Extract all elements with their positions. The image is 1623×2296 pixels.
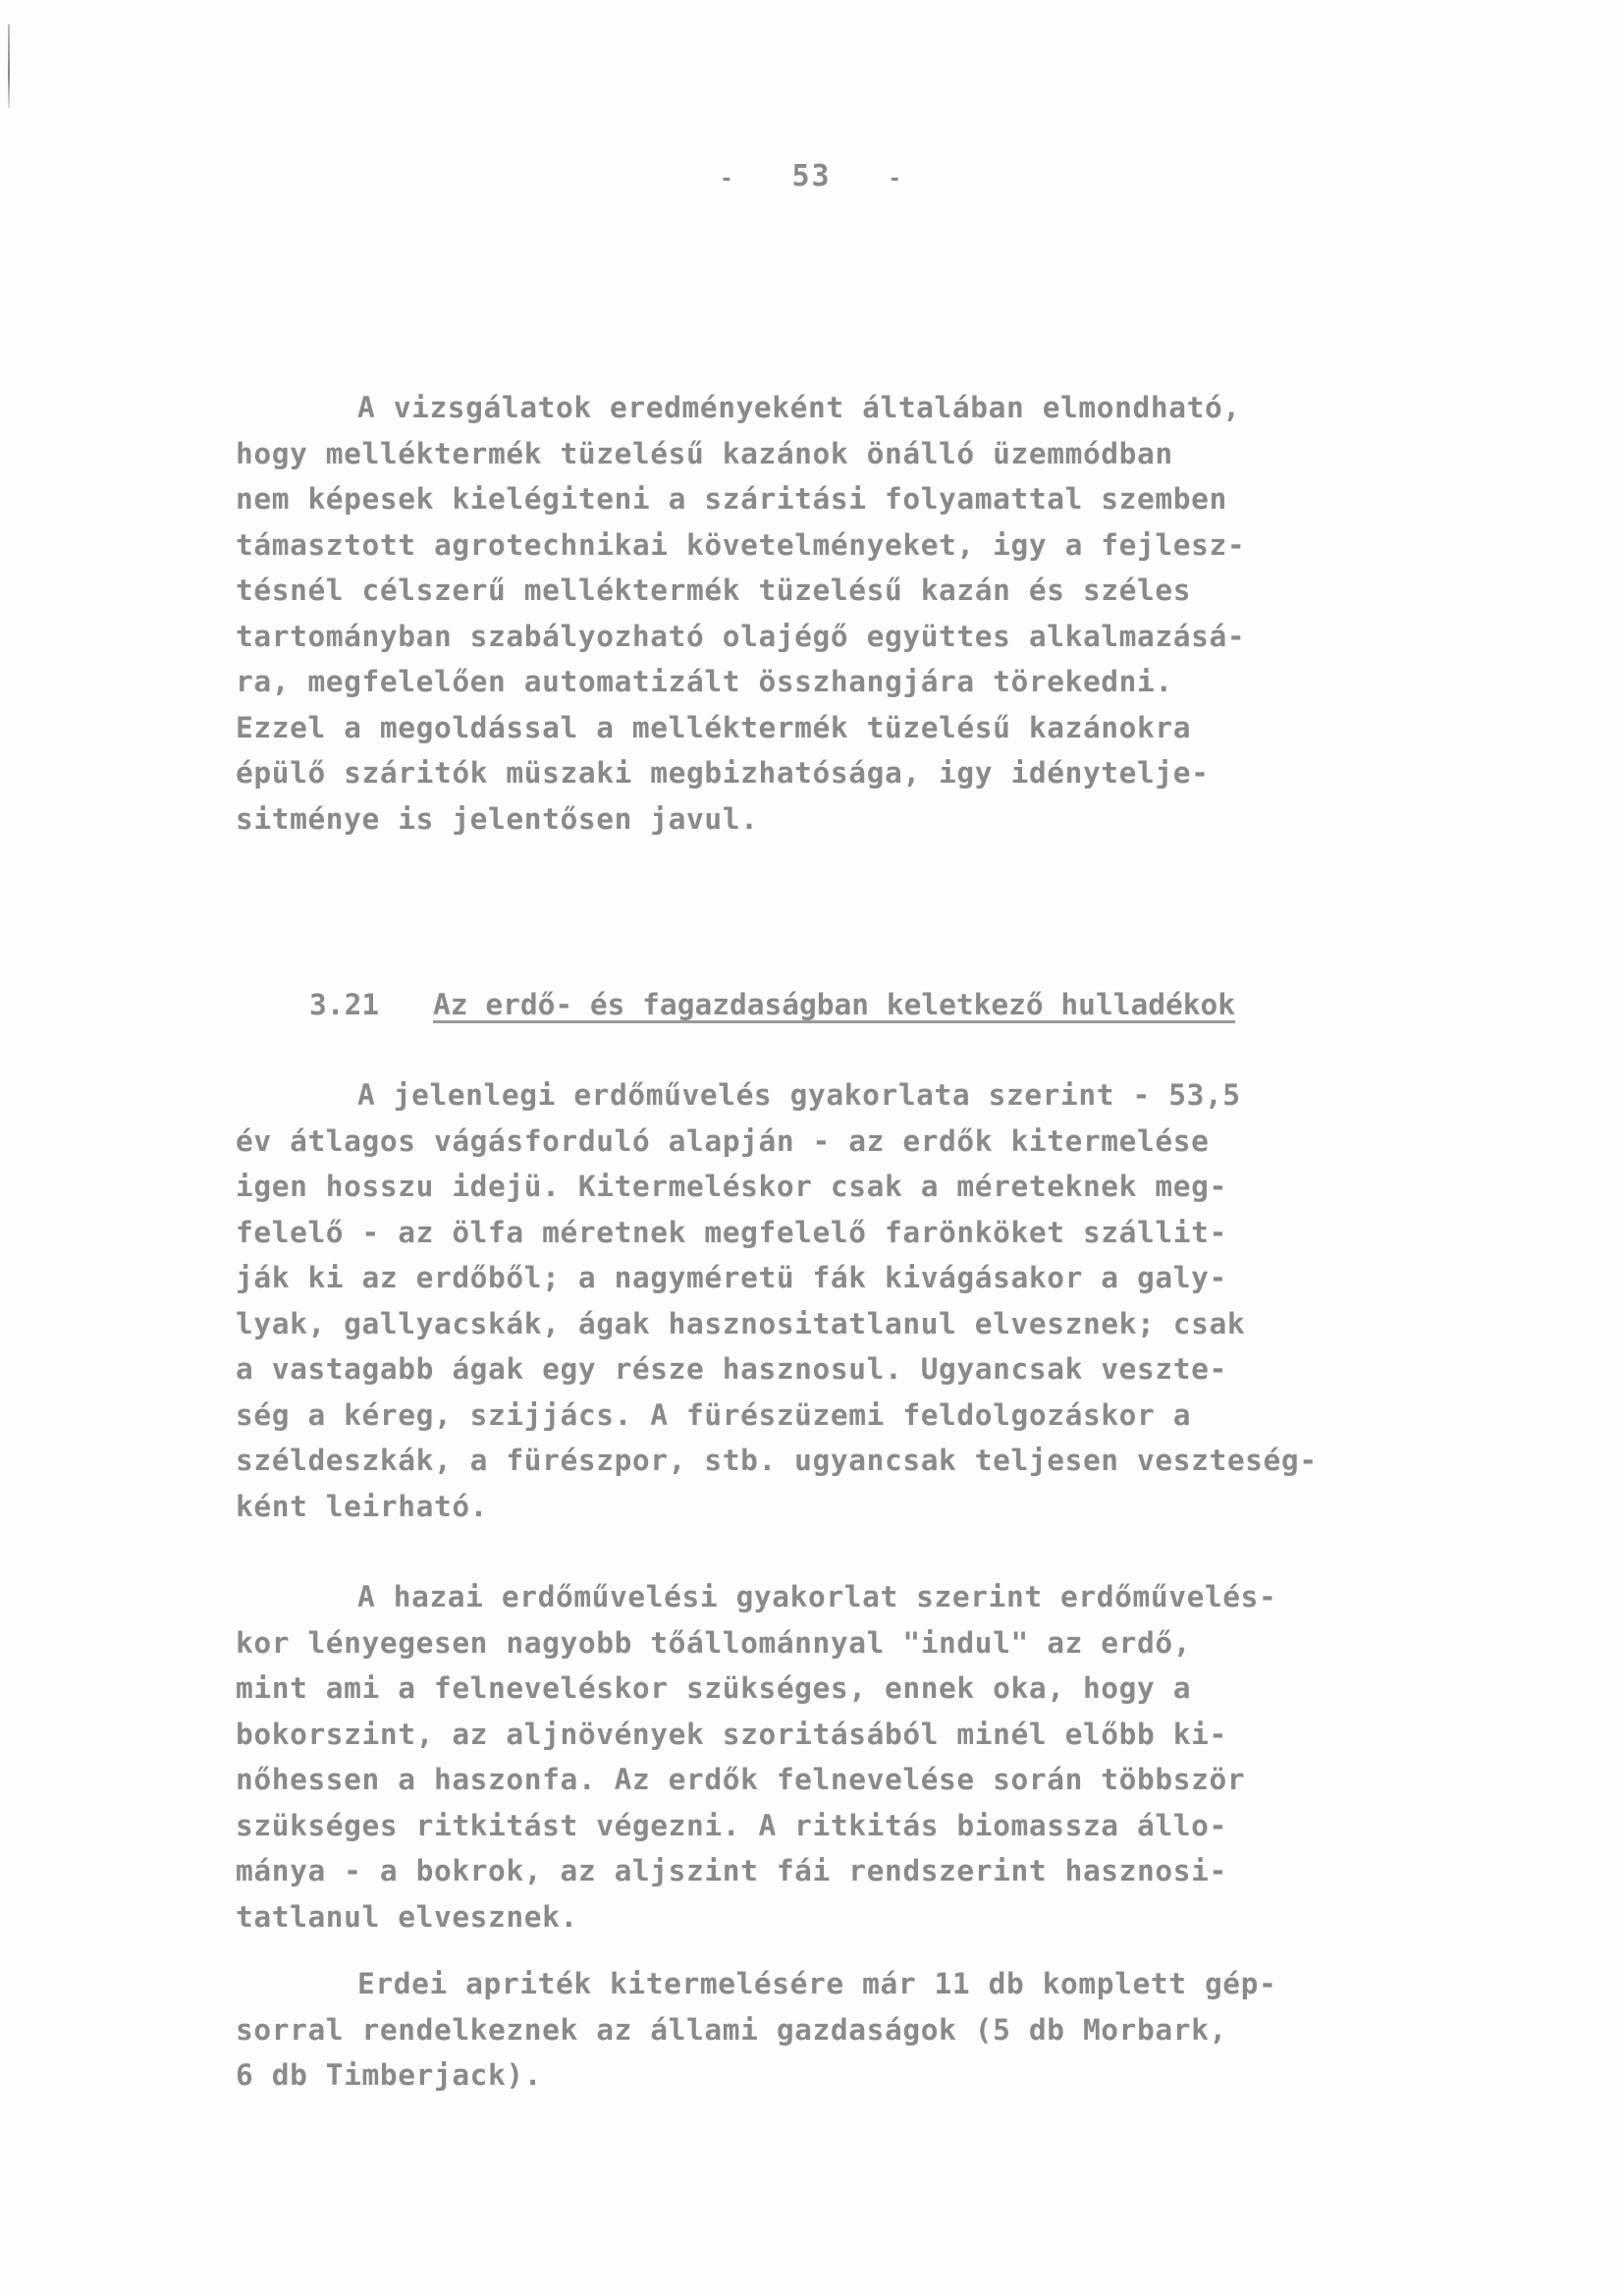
text-line: ség a kéreg, szijjács. A fürészüzemi feldolgozáskor a xyxy=(236,1397,1192,1432)
paragraph-results xyxy=(236,385,1325,842)
text-line: lyak, gallyacskák, ágak hasznositatlanul elvesznek; csak xyxy=(236,1306,1246,1340)
text-line: Erdei apriték kitermelésére már 11 db komplett gép- xyxy=(357,1967,1277,2000)
paragraph-thinning xyxy=(236,1574,1325,1940)
text-line: év átlagos vágásforduló alapján - az erdők kitermelése xyxy=(236,1123,1210,1158)
text-line: ként leirható. xyxy=(236,1489,489,1523)
text-line: nem képesek kielégiteni a száritási folyamattal szemben xyxy=(236,482,1227,516)
text-line: A hazai erdőművelési gyakorlat szerint erdőművelés- xyxy=(357,1580,1277,1613)
page-number-value: 53 xyxy=(791,159,832,193)
text-line: kor lényegesen nagyobb tőállománnyal "indul" az erdő, xyxy=(236,1625,1192,1660)
scan-edge-mark xyxy=(8,25,10,108)
page-number-suffix: - xyxy=(888,167,903,191)
text-line: bokorszint, az aljnövények szoritásából minél előbb ki- xyxy=(236,1717,1227,1751)
text-line: mint ami a felneveléskor szükséges, ennek oka, hogy a xyxy=(236,1671,1192,1705)
text-line: tartományban szabályozható olajégő együttes alkalmazásá- xyxy=(236,619,1246,653)
paragraph-chip-machinery xyxy=(236,1961,1325,2099)
text-line: tatlanul elvesznek. xyxy=(236,1899,578,1934)
text-line: tésnél célszerű melléktermék tüzelésű kazán és széles xyxy=(236,574,1192,607)
text-line: A vizsgálatok eredményeként általában elmondható, xyxy=(357,391,1241,424)
text-line: igen hosszu idejü. Kitermeléskor csak a méreteknek meg- xyxy=(236,1170,1227,1203)
text-line: A jelenlegi erdőművelés gyakorlata szerint - 53,5 xyxy=(357,1078,1241,1112)
page-number xyxy=(0,159,1623,193)
text-line: ják ki az erdőből; a nagyméretü fák kivágásakor a galy- xyxy=(236,1261,1227,1294)
section-title: Az erdő- és fagazdaságban keletkező hulladékok xyxy=(433,988,1236,1021)
text-line: hogy melléktermék tüzelésű kazánok önálló üzemmódban xyxy=(236,436,1173,470)
text-line: nőhessen a haszonfa. Az erdők felnevelése során többször xyxy=(236,1763,1246,1796)
text-line: ra, megfelelően automatizált összhangjára törekedni. xyxy=(236,665,1173,698)
text-line: támasztott agrotechnikai követelményeket, igy a fejlesz- xyxy=(236,527,1246,562)
text-line: Ezzel a megoldással a melléktermék tüzelésű kazánokra xyxy=(236,710,1192,744)
text-line: a vastagabb ágak egy része hasznosul. Ugyancsak veszte- xyxy=(236,1352,1227,1386)
page-number-prefix: - xyxy=(720,167,735,191)
text-line: szükséges ritkitást végezni. A ritkitás biomassza állo- xyxy=(236,1808,1227,1842)
paragraph-forestry-practice xyxy=(236,1072,1325,1529)
text-line: 6 db Timberjack). xyxy=(236,2058,543,2092)
section-number: 3.21 xyxy=(309,988,380,1021)
section-heading xyxy=(240,955,1235,1055)
text-line: sitménye is jelentősen javul. xyxy=(236,801,759,836)
text-line: széldeszkák, a fürészpor, stb. ugyancsak teljesen veszteség- xyxy=(236,1444,1318,1477)
text-line: felelő - az ölfa méretnek megfelelő farönköket szállit- xyxy=(236,1215,1227,1249)
text-line: épülő száritók müszaki megbizhatósága, igy idénytelje- xyxy=(236,756,1210,790)
text-line: sorral rendelkeznek az állami gazdaságok (5 db Morbark, xyxy=(236,2012,1227,2047)
text-line: mánya - a bokrok, az aljszint fái rendszerint hasznosi- xyxy=(236,1854,1227,1887)
